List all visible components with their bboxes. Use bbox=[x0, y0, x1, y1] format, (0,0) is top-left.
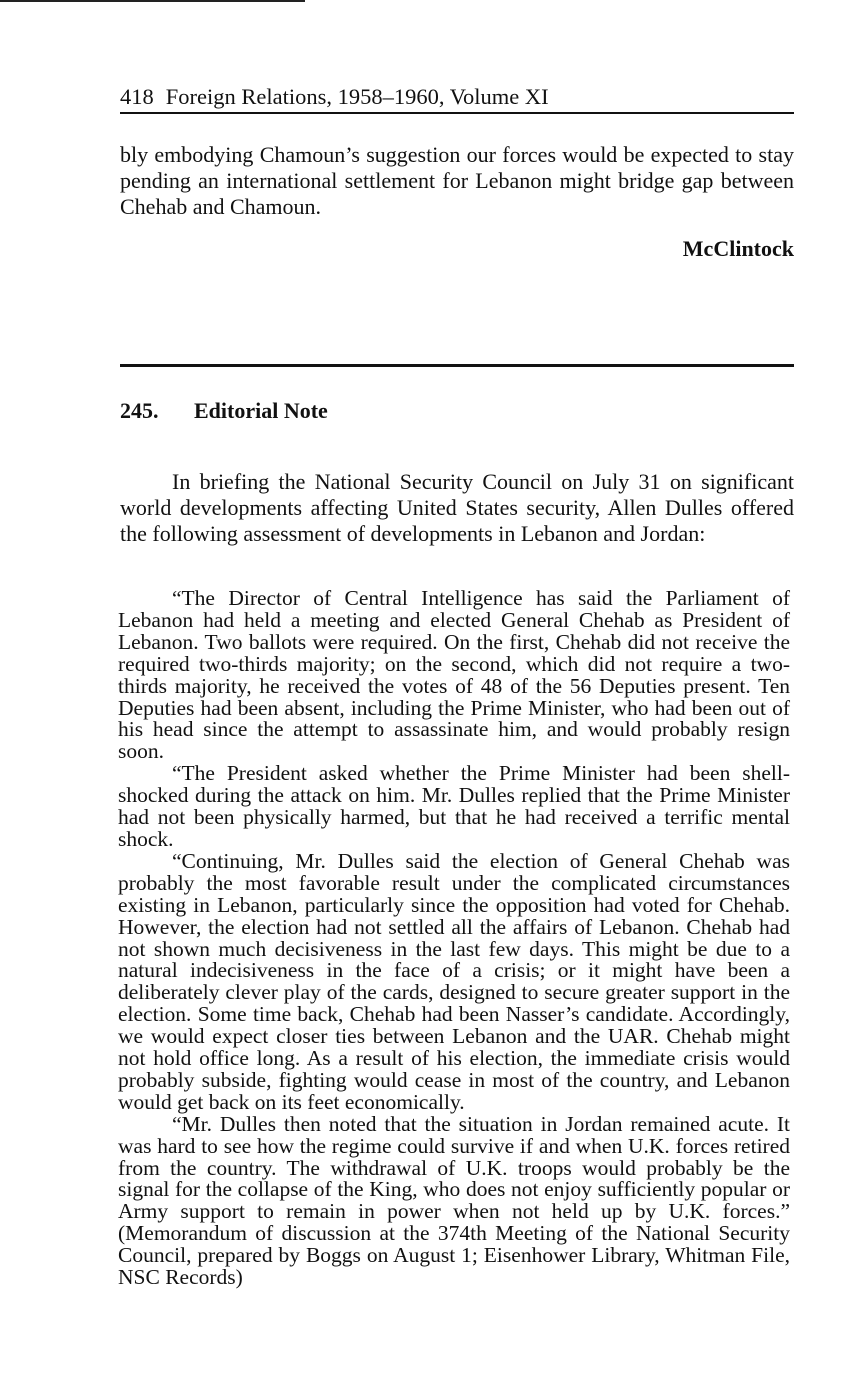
intro-paragraph: In briefing the National Security Council on July 31 on significant world developments affecting United States security, Allen Dulles offered the following assessment of developments in Lebanon and Jordan: bbox=[120, 469, 794, 546]
top-edge-rule bbox=[0, 0, 305, 2]
quote-paragraph: “Mr. Dulles then noted that the situation in Jordan remained acute. It was hard to see how the regime could survive if and when U.K. forces retired from the country. The withdrawal of U.K. troops would probably be the signal for the collapse of the King, who does not enjoy sufficiently popular or Army support to remain in power when not held up by U.K. forces.” (Memorandum of discussion at the 374th Meeting of the National Security Council, prepared by Boggs on August 1; Eisenhower Library, Whitman File, NSC Records) bbox=[118, 1111, 790, 1290]
volume-title: Foreign Relations, 1958–1960, Volume XI bbox=[165, 84, 549, 109]
section-divider bbox=[120, 364, 794, 367]
page-number: 418 bbox=[120, 84, 154, 109]
document-heading bbox=[120, 398, 328, 424]
signature: McClintock bbox=[682, 236, 794, 261]
document-number: 245. bbox=[120, 398, 159, 423]
quote-paragraph: “Continuing, Mr. Dulles said the election of General Chehab was probably the most favorable result under the complicated circumstances existing in Lebanon, particularly since the opposition had voted for Chehab. However, the election had not settled all the affairs of Lebanon. Chehab had not shown much decisiveness in the last few days. This might be due to a natural indecisiveness in the face of a crisis; or it might have been a deliberately clever play of the cards, designed to secure greater support in the election. Some time back, Chehab had been Nasser’s candidate. Accordingly, we would expect closer ties between Lebanon and the UAR. Chehab might not hold office long. As a result of his election, the immediate crisis would probably subside, fighting would cease in most of the country, and Lebanon would get back on its feet economically. bbox=[118, 848, 790, 1114]
running-header bbox=[120, 83, 794, 114]
quote-paragraph: “The Director of Central Intelligence has said the Parliament of Lebanon had held a meeting and elected General Chehab as President of Lebanon. Two ballots were required. On the first, Chehab did not receive the required two-thirds majority; on the second, which did not require a two-thirds majority, he received the votes of 48 of the 56 Deputies present. Ten Deputies had been absent, including the Prime Minister, who had been out of his head since the attempt to assassinate him, and would probably resign soon. bbox=[118, 586, 790, 764]
quote-paragraph: “The President asked whether the Prime Minister had been shell-shocked during the attack on him. Mr. Dulles replied that the Prime Minister had not been physically harmed, but that he had received a terrific mental shock. bbox=[118, 761, 790, 851]
continuation-paragraph: bly embodying Chamoun’s suggestion our forces would be expected to stay pending an international settlement for Lebanon might bridge gap between Chehab and Chamoun. bbox=[120, 142, 794, 219]
document-title: Editorial Note bbox=[194, 398, 328, 423]
quoted-memorandum bbox=[118, 588, 790, 1289]
